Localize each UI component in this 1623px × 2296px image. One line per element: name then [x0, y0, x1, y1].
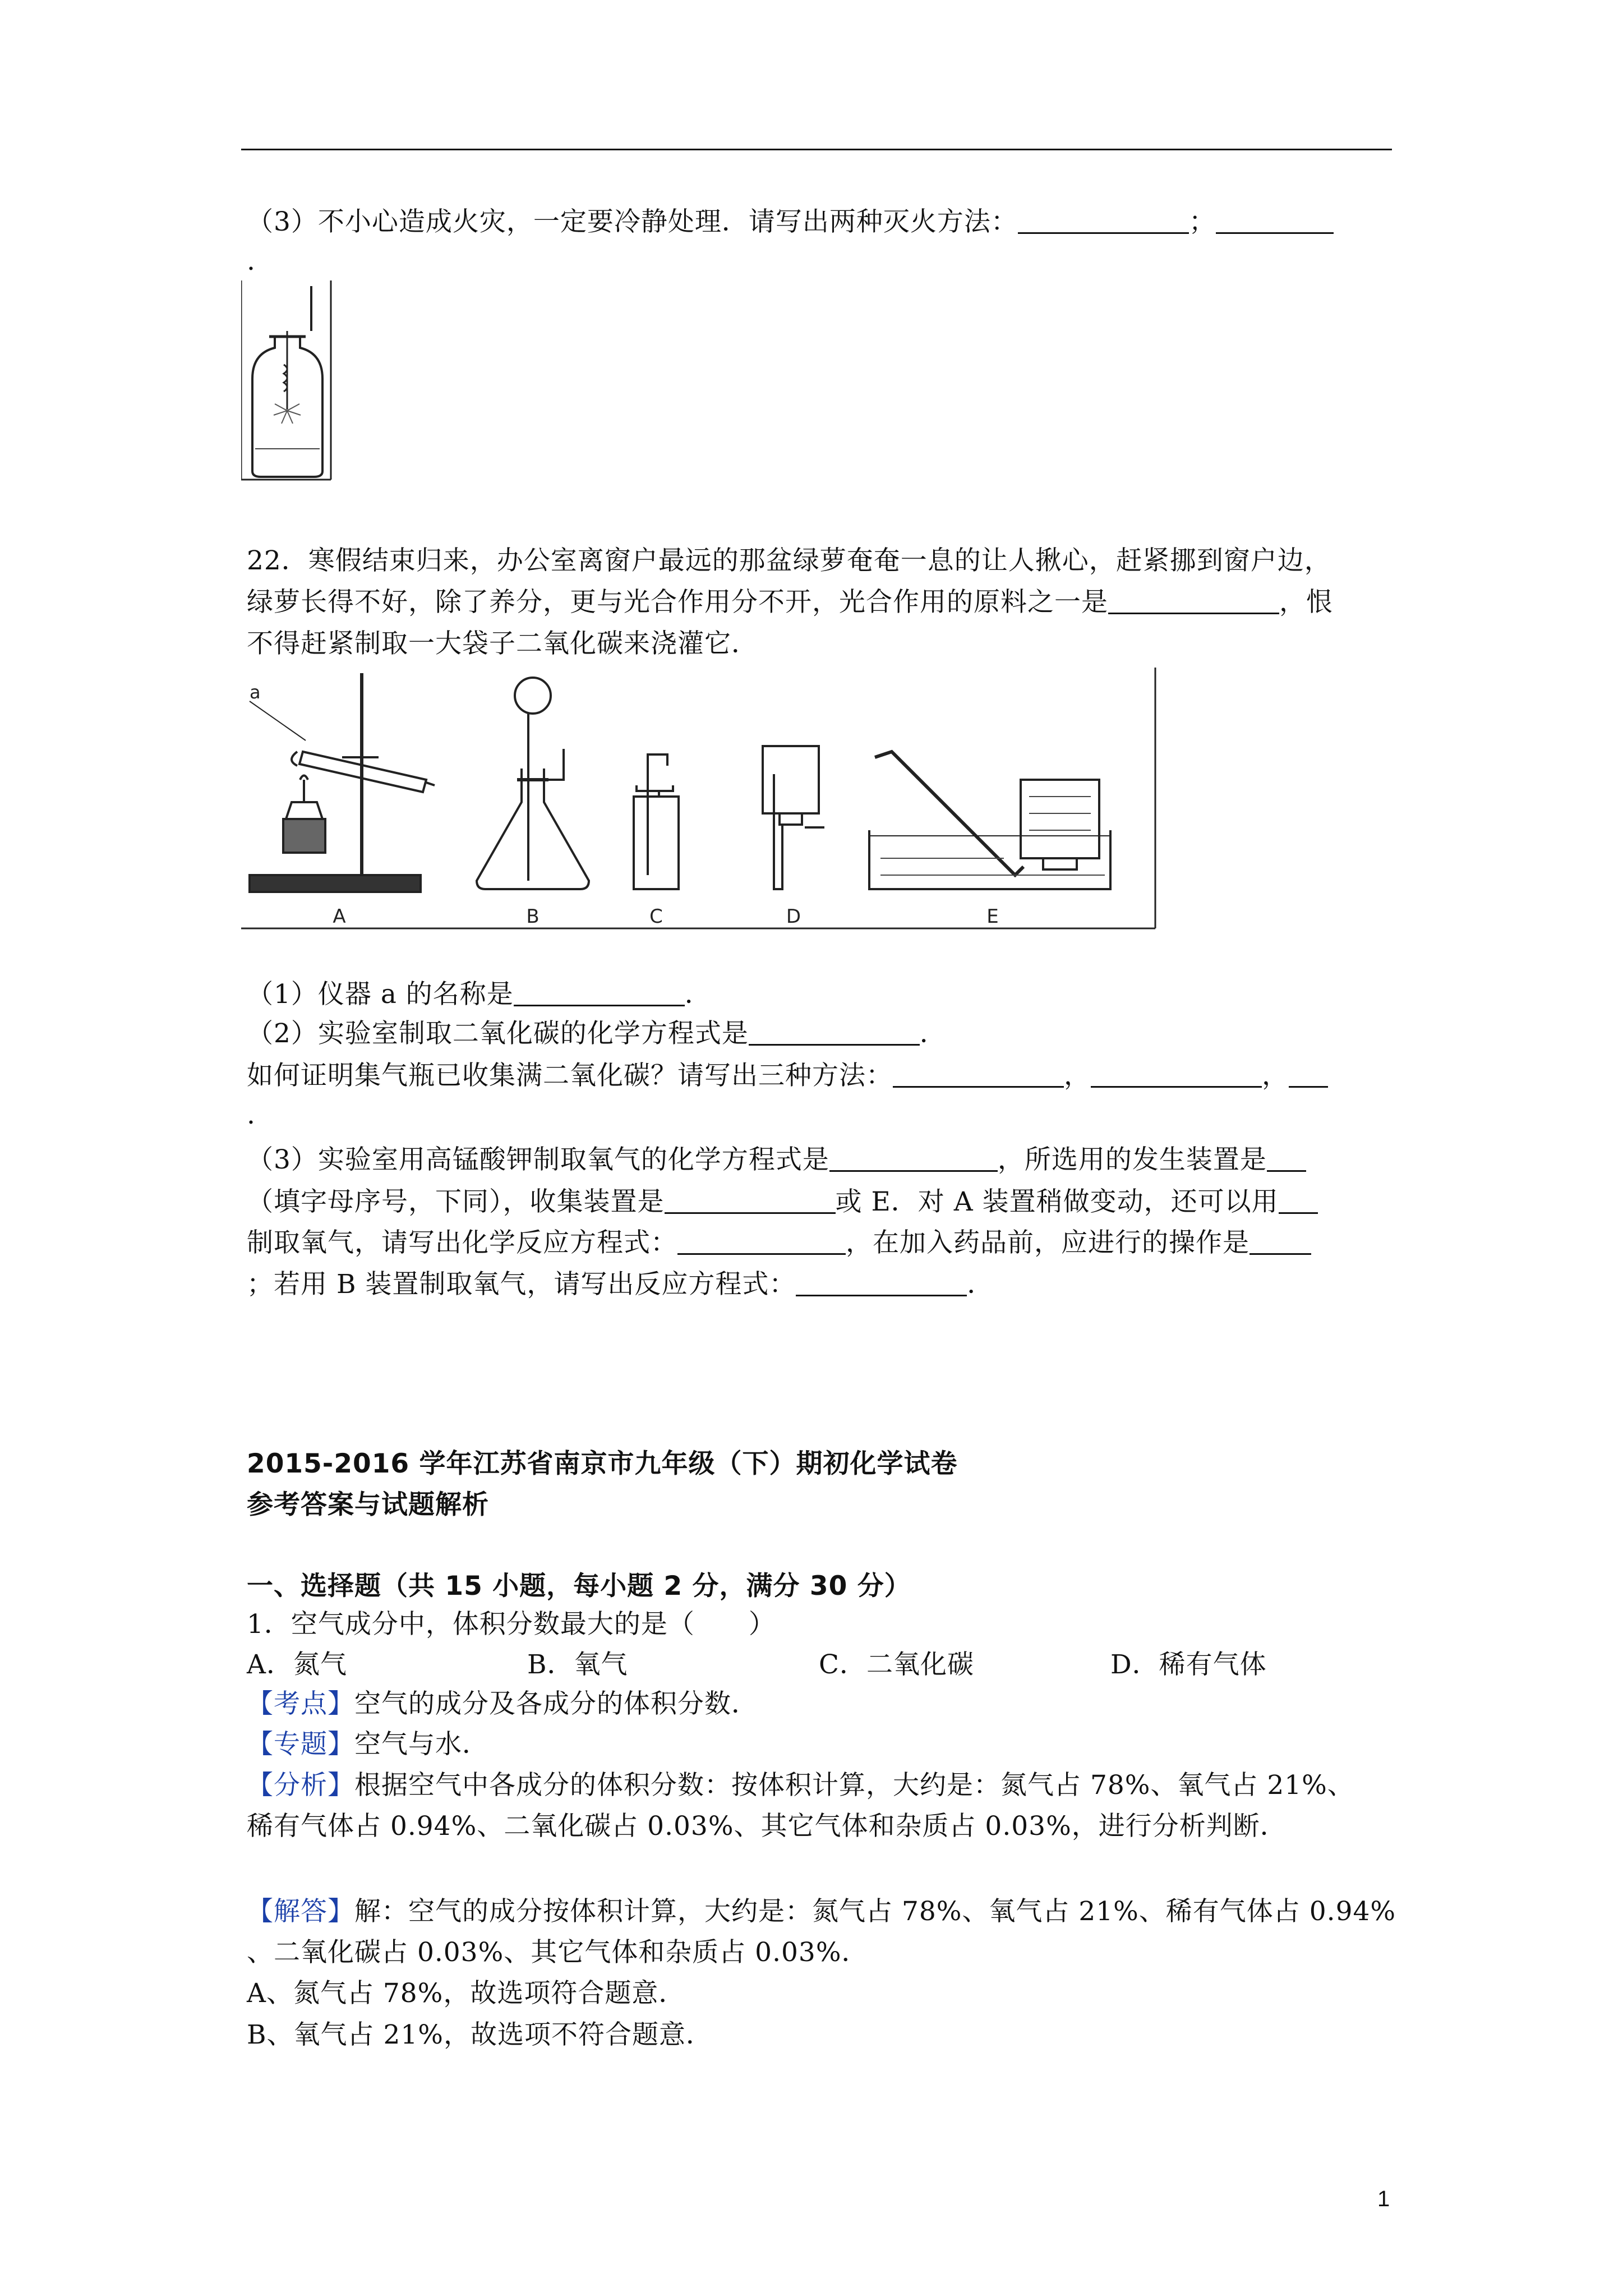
kaodian-tag: 【考点】 [247, 1688, 354, 1719]
jieda-line1: 【解答】解：空气的成分按体积计算，大约是：氮气占 78%、氧气占 21%、稀有气体占 0.94% [247, 1896, 1396, 1927]
answer-subtitle: 参考答案与试题解析 [247, 1489, 489, 1520]
option-c: C．二氧化碳 [819, 1649, 974, 1680]
jieda-tag: 【解答】 [247, 1896, 354, 1927]
section-heading: 一、选择题（共 15 小题，每小题 2 分，满分 30 分） [247, 1571, 911, 1602]
question-1-options [247, 1649, 1267, 1681]
label-b: B [526, 905, 540, 928]
header-rule [241, 149, 1392, 150]
option-d: D．稀有气体 [1110, 1649, 1267, 1680]
answer-blank[interactable] [1091, 1062, 1262, 1088]
question-1: 1．空气成分中，体积分数最大的是（ ） [247, 1609, 776, 1640]
answer-blank[interactable] [1279, 1189, 1318, 1214]
answer-blank[interactable] [1216, 209, 1334, 234]
answer-blank[interactable] [829, 1147, 998, 1172]
page-number: 1 [1377, 2187, 1390, 2211]
apparatus-e [869, 752, 1110, 889]
label-c: C [649, 905, 663, 928]
q22-prove: 如何证明集气瓶已收集满二氧化碳？请写出三种方法： ， ， [247, 1060, 1328, 1092]
answer-blank[interactable] [1108, 589, 1279, 614]
answer-blank[interactable] [1249, 1230, 1311, 1255]
apparatus-a [250, 673, 435, 892]
fenxi-tag: 【分析】 [247, 1770, 354, 1801]
answer-blank[interactable] [677, 1230, 846, 1255]
q22-sub3-line2: （填字母序号，下同），收集装置是 或 E．对 A 装置稍做变动，还可以用 [247, 1186, 1318, 1218]
answer-blank[interactable] [1267, 1147, 1306, 1172]
instrument-a-label: a [250, 682, 261, 703]
q21-part3-line [247, 206, 1334, 238]
apparatus-c [634, 754, 679, 889]
q22-sub3-line4: ；若用 B 装置制取氧气，请写出反应方程式： ． [247, 1269, 994, 1300]
answer-blank[interactable] [893, 1062, 1064, 1088]
q22-sub2: （2）实验室制取二氧化碳的化学方程式是 ． [247, 1018, 947, 1049]
jieda-line2: 、二氧化碳占 0.03%、其它气体和杂质占 0.03%． [247, 1937, 869, 1968]
apparatus-b [477, 678, 589, 889]
answer-blank[interactable] [796, 1271, 967, 1296]
answer-blank[interactable] [1018, 209, 1189, 234]
fenxi-line2: 稀有气体占 0.94%、二氧化碳占 0.03%、其它气体和杂质占 0.03%，进行分析判断． [247, 1811, 1287, 1842]
q22-line3: 不得赶紧制取一大袋子二氧化碳来浇灌它． [247, 628, 758, 659]
label-d: D [786, 905, 801, 928]
q21-end-dot: . [247, 246, 256, 277]
q21-part3-text: （3）不小心造成火灾，一定要冷静处理．请写出两种灭火方法： [247, 206, 1018, 237]
option-a: A．氮气 [247, 1649, 347, 1680]
apparatus-figure [241, 668, 1166, 937]
jieda-line3: A、氮气占 78%，故选项符合题意． [247, 1978, 686, 2009]
q22-line2: 绿萝长得不好，除了养分，更与光合作用分不开，光合作用的原料之一是 ，恨 [247, 587, 1333, 618]
answer-blank[interactable] [749, 1020, 920, 1046]
q22-sub3-line1: （3）实验室用高锰酸钾制取氧气的化学方程式是 ，所选用的发生装置是 [247, 1144, 1306, 1176]
zhuanti-tag: 【专题】 [247, 1729, 354, 1760]
q22-line1: 22．寒假结束归来，办公室离窗户最远的那盆绿萝奄奄一息的让人揪心，赶紧挪到窗户边， [247, 545, 1331, 576]
answer-blank[interactable] [665, 1189, 836, 1214]
q22-sub1: （1）仪器 a 的名称是 ． [247, 979, 712, 1010]
answer-blank[interactable] [514, 981, 685, 1006]
label-e: E [986, 905, 999, 928]
answer-title: 2015-2016 学年江苏省南京市九年级（下）期初化学试卷 [247, 1448, 958, 1479]
option-b: B．氧气 [527, 1649, 628, 1680]
jieda-line4: B、氧气占 21%，故选项不符合题意． [247, 2019, 713, 2050]
answer-blank[interactable] [1289, 1062, 1328, 1088]
fenxi-line1: 【分析】根据空气中各成分的体积分数：按体积计算，大约是：氮气占 78%、氧气占 21%、 [247, 1770, 1354, 1801]
zhuanti-line: 【专题】空气与水． [247, 1729, 489, 1760]
apparatus-d [763, 746, 824, 889]
q22-sub3-line3: 制取氧气，请写出化学反应方程式： ，在加入药品前，应进行的操作是 [247, 1227, 1311, 1259]
jar-burning-figure [241, 280, 342, 482]
label-a: A [333, 905, 346, 928]
separator: ； [1188, 206, 1216, 237]
kaodian-line: 【考点】空气的成分及各成分的体积分数． [247, 1688, 758, 1719]
q22-prove-dot: . [247, 1099, 256, 1130]
